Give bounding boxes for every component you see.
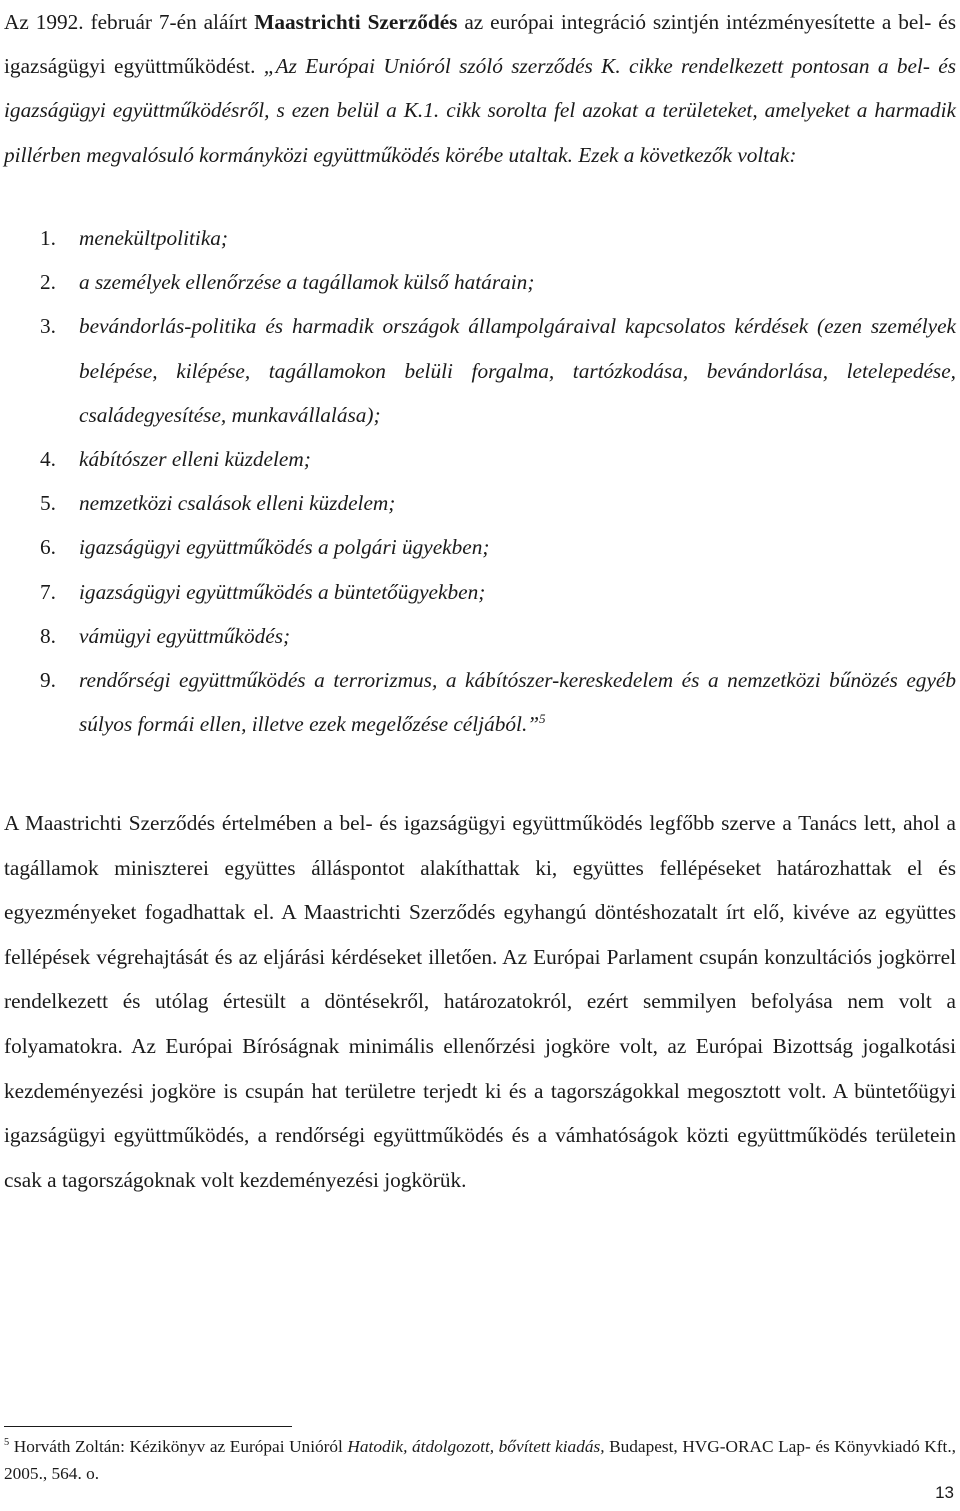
list-item — [4, 481, 956, 525]
list-item — [4, 658, 956, 746]
list-item-text: rendőrségi együttműködés a terrorizmus, a kábítószer-kereskedelem és a nemzetközi bűnözés egyéb súlyos formái ellen, illetve ezek megelőzése céljából.” — [79, 668, 956, 737]
list-item-number: 8. — [40, 623, 56, 648]
list-item-number: 7. — [40, 579, 56, 604]
areas-list — [4, 216, 956, 746]
footnote — [4, 1434, 956, 1487]
footnote-text-2: Budapest, HVG-ORAC Lap- és Könyvkiadó Kft., 2005., 564. o. — [4, 1437, 956, 1483]
list-item — [4, 570, 956, 614]
list-item — [4, 614, 956, 658]
intro-quote: „Az Európai Unióról szóló szerződés K. cikke rendelkezett pontosan a bel- és igazságügyi együttműködésről, s ezen belül a K.1. cikk sorolta fel azokat a területeket, amelyeket a harmadik pillérben megvalósuló kormányközi együttműködés körébe utaltak. Ezek a következők voltak: — [4, 54, 956, 167]
list-item — [4, 260, 956, 304]
footnote-text-1: Horváth Zoltán: Kézikönyv az Európai Unióról — [9, 1437, 348, 1456]
list-item-text: kábítószer elleni küzdelem; — [79, 447, 311, 472]
footnote-number: 5 — [4, 1437, 10, 1449]
list-item-number: 2. — [40, 270, 56, 295]
list-item-number: 5. — [40, 491, 56, 516]
list-item-text: bevándorlás-politika és harmadik országok állampolgáraival kapcsolatos kérdések (ezen személyek belépése, kilépése, tagállamokon belüli forgalma, tartózkodása, bevándorlása, letelepedése, családegyesítése, munkavállalása); — [79, 314, 956, 427]
list-item-number: 1. — [40, 226, 56, 250]
list-item — [4, 304, 956, 437]
footnote-separator — [4, 1426, 292, 1427]
intro-text-1: Az 1992. február 7-én aláírt — [4, 10, 255, 34]
list-item-text: a személyek ellenőrzése a tagállamok külső határain; — [79, 270, 535, 295]
list-item-number: 4. — [40, 447, 56, 472]
list-item-text: vámügyi együttműködés; — [79, 623, 291, 648]
intro-text-2: az európai integráció szintjén intézményesítette a bel- és igazságügyi együttműködést. — [4, 10, 956, 79]
page-number: 13 — [935, 1483, 954, 1502]
footnote-reference[interactable]: 5 — [539, 712, 546, 727]
list-item-text: nemzetközi csalások elleni küzdelem; — [79, 491, 396, 516]
intro-paragraph — [4, 0, 956, 177]
body-paragraph: A Maastrichti Szerződés értelmében a bel- és igazságügyi együttműködés legfőbb szerve a Tanács lett, ahol a tagállamok miniszterei együttes álláspontot alakíthattak ki, együttes fellépéseket határozhattak el és egyezményeket fogadhattak el. A Maastrichti Szerződés egyhangú döntéshozatalt írt elő, kivéve az együttes fellépések végrehajtását és az eljárási kérdéseket illetően. Az Európai Parlament csupán konzultációs jogkörrel rendelkezett és utólag értesült a döntésekről, határozatokról, ezért semmilyen befolyása nem volt a folyamatokra. Az Európai Bíróságnak minimális ellenőrzési jogköre volt, az Európai Bizottság jogalkotási kezdeményezési jogköre is csupán hat területre terjedt ki és a tagországokkal megosztott volt. A büntetőügyi igazságügyi együttműködés, a rendőrségi együttműködés és a vámhatóságok közti együttműködés területein csak a tagországoknak volt kezdeményezési jogkörük. — [4, 811, 956, 1192]
list-item-text: igazságügyi együttműködés a polgári ügyekben; — [79, 535, 490, 560]
treaty-name: Maastrichti Szerződés — [254, 10, 458, 34]
list-item — [4, 437, 956, 481]
list-item-number: 3. — [40, 314, 56, 339]
list-item — [4, 216, 956, 260]
list-item-text: igazságügyi együttműködés a büntetőügyekben; — [79, 579, 486, 604]
list-item-text: menekültpolitika; — [79, 226, 229, 250]
list-item-number: 9. — [40, 668, 56, 693]
footnote-edition: Hatodik, átdolgozott, bővített kiadás, — [347, 1437, 605, 1456]
list-item-number: 6. — [40, 535, 56, 560]
list-item — [4, 525, 956, 569]
